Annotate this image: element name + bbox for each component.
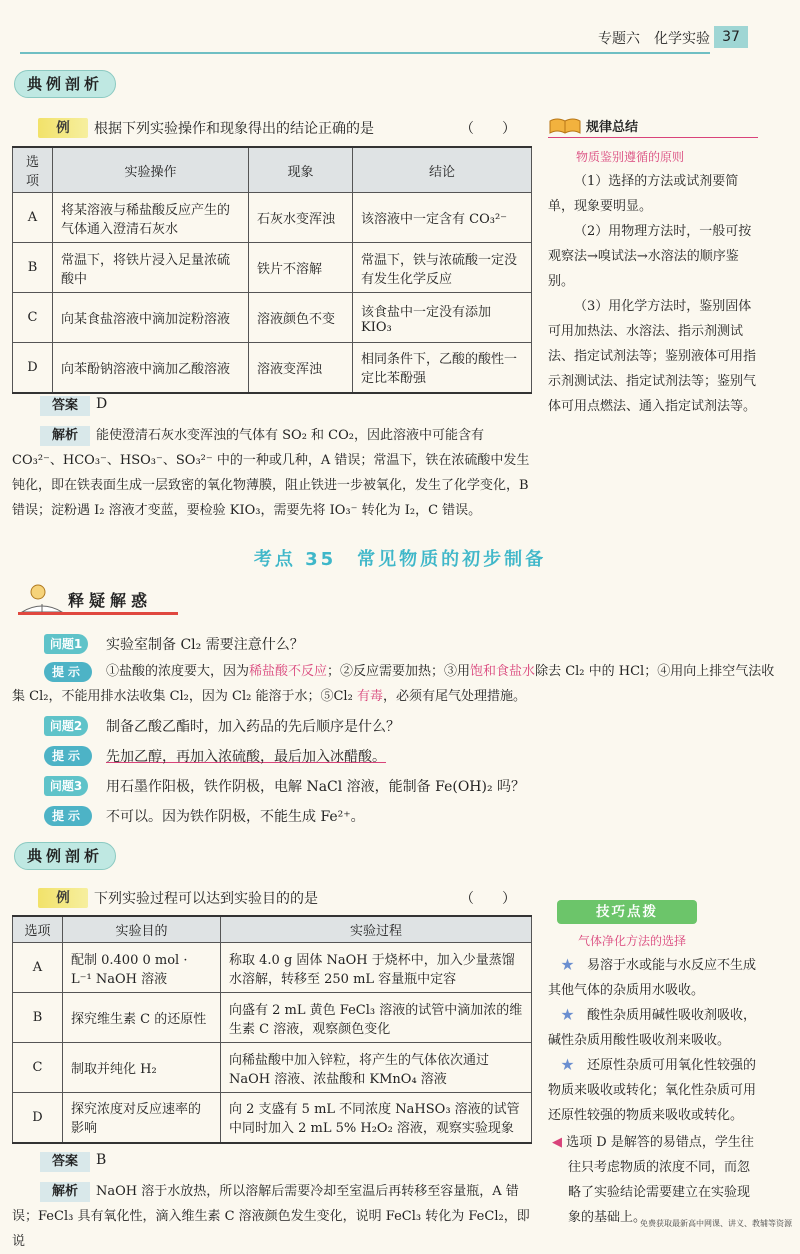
table-header: 现象 <box>249 147 353 193</box>
table-row <box>13 193 532 243</box>
table-header: 选项 <box>13 916 63 943</box>
table-header: 实验目的 <box>63 916 221 943</box>
table-cell: 该食盐中一定没有添加 KIO₃ <box>353 293 532 343</box>
table-header: 结论 <box>353 147 532 193</box>
header-rule <box>20 52 710 54</box>
table-row <box>13 243 532 293</box>
sidebar-subtitle: 物质鉴别遵循的原则 <box>576 150 685 164</box>
hint-tag: 提示 <box>44 806 92 826</box>
badge-underline <box>18 612 178 615</box>
table-cell: 向某食盐溶液中滴加淀粉溶液 <box>53 293 249 343</box>
answer-paren: （ ） <box>460 891 516 907</box>
hint-text-3: 不可以。因为铁作阴极，不能生成 Fe²⁺。 <box>106 809 365 825</box>
example-tag: 例 <box>38 118 88 138</box>
tips-sidebar-1 <box>548 116 758 419</box>
table-cell: 石灰水变浑浊 <box>249 193 353 243</box>
sidebar-note: ◀ 选项 D 是解答的易错点，学生往往只考虑物质的浓度不同，而忽略了实验结论需要建立在实验现象的基础上。 <box>552 1135 754 1225</box>
sidebar-subtitle: 气体净化方法的选择 <box>578 934 687 948</box>
answer-paren: （ ） <box>460 121 516 137</box>
question-text: 实验室制备 Cl₂ 需要注意什么？ <box>106 637 304 653</box>
table-cell: 探究浓度对反应速率的影响 <box>63 1093 221 1143</box>
table-cell: C <box>13 293 53 343</box>
sidebar-title: 规律总结 <box>586 120 639 135</box>
chapter-title: 专题六 化学实验 <box>598 31 710 47</box>
sidebar-para: （2）用物理方法时，一般可按观察法→嗅试法→水溶法的顺序鉴别。 <box>548 224 752 289</box>
table-row <box>13 343 532 393</box>
table-header: 实验过程 <box>221 916 532 943</box>
table-cell: D <box>13 1093 63 1143</box>
table-cell: 配制 0.400 0 mol · L⁻¹ NaOH 溶液 <box>63 943 221 993</box>
sidebar-para: ★ 酸性杂质用碱性吸收剂吸收，碱性杂质用酸性吸收剂来吸收。 <box>548 1008 757 1048</box>
analysis-tag: 解析 <box>40 426 90 446</box>
table-row <box>13 993 532 1043</box>
table-cell: 向稀盐酸中加入锌粒，将产生的气体依次通过 NaOH 溶液、浓盐酸和 KMnO₄ 溶液 <box>221 1043 532 1093</box>
section-badge-label: 释疑解惑 <box>68 591 153 610</box>
table-cell: 向苯酚钠溶液中滴加乙酸溶液 <box>53 343 249 393</box>
tips-sidebar-2 <box>548 932 762 1230</box>
table-cell: 常温下，铁与浓硫酸一定没有发生化学反应 <box>353 243 532 293</box>
star-icon: ★ <box>548 1058 588 1073</box>
table-row <box>13 943 532 993</box>
table-cell: 制取并纯化 H₂ <box>63 1043 221 1093</box>
example-question: 下列实验过程可以达到实验目的的是 <box>94 891 318 907</box>
table-cell: A <box>13 943 63 993</box>
table-cell: 常温下，将铁片浸入足量浓硫酸中 <box>53 243 249 293</box>
table-cell: C <box>13 1043 63 1093</box>
table-header: 实验操作 <box>53 147 249 193</box>
table-cell: B <box>13 993 63 1043</box>
table-cell: 向 2 支盛有 5 mL 不同浓度 NaHSO₃ 溶液的试管中同时加入 2 mL 5% H₂O₂ 溶液，观察实验现象 <box>221 1093 532 1143</box>
footer-note: 免费获取最新高中网课、讲义、教辅等资源 <box>640 1219 792 1228</box>
sidebar-para: （3）用化学方法时，鉴别固体可用加热法、水溶法、指示剂测试法、指定试剂法等；鉴别液体可用指示剂测试法、指定试剂法等；鉴别气体可用点燃法、通入指定试剂法等。 <box>548 299 757 414</box>
book-icon <box>548 117 582 135</box>
experiment-table-2 <box>12 915 532 1144</box>
table-cell: 溶液变浑浊 <box>249 343 353 393</box>
answer-tag: 答案 <box>40 1152 90 1172</box>
question-tag: 问题2 <box>44 716 88 736</box>
table-cell: B <box>13 243 53 293</box>
sidebar-header <box>548 116 758 138</box>
analysis-text: 能使澄清石灰水变浑浊的气体有 SO₂ 和 CO₂，因此溶液中可能含有 CO₃²⁻、HCO₃⁻、HSO₃⁻、SO₃²⁻ 中的一种或几种，A 错误；常温下，铁在浓硫酸中发生钝化，即在铁表面生成一层致密的氧化物薄膜，阻止铁进一步被氧化，发生了化学变化，B 错误；淀粉遇 I₂ 溶液才变蓝，要检验 KIO₃，需要先将 IO₃⁻ 转化为 I₂，C 错误。 <box>12 428 530 518</box>
star-icon: ★ <box>548 1008 588 1023</box>
question-tag: 问题3 <box>44 776 88 796</box>
table-cell: 向盛有 2 mL 黄色 FeCl₃ 溶液的试管中滴加浓的维生素 C 溶液，观察颜色变化 <box>221 993 532 1043</box>
table-row <box>13 1093 532 1143</box>
experiment-table-1 <box>12 146 532 394</box>
sidebar-para: ★ 还原性杂质可用氧化性较强的物质来吸收或转化；氧化性杂质可用还原性较强的物质来吸收或转化。 <box>548 1058 757 1123</box>
analysis-text: NaOH 溶于水放热，所以溶解后需要冷却至室温后再转移至容量瓶，A 错误；FeCl₃ 具有氧化性，滴入维生素 C 溶液颜色发生变化，说明 FeCl₃ 转化为 FeCl₂，即说 <box>12 1184 530 1249</box>
table-row <box>13 1043 532 1093</box>
example-tag: 例 <box>38 888 88 908</box>
answer-value: D <box>96 396 108 412</box>
section-badge-examples: 典例剖析 <box>14 842 116 870</box>
table-row <box>13 293 532 343</box>
table-cell: A <box>13 193 53 243</box>
hint-tag: 提示 <box>44 662 92 682</box>
triangle-icon: ◀ <box>552 1135 567 1150</box>
star-icon: ★ <box>548 958 588 973</box>
table-cell: 将某溶液与稀盐酸反应产生的气体通入澄清石灰水 <box>53 193 249 243</box>
sidebar-para: ★ 易溶于水或能与水反应不生成其他气体的杂质用水吸收。 <box>548 958 757 998</box>
sidebar-title: 技巧点拨 <box>557 900 697 924</box>
example-question: 根据下列实验操作和现象得出的结论正确的是 <box>94 121 374 137</box>
table-cell: D <box>13 343 53 393</box>
hint-tag: 提示 <box>44 746 92 766</box>
answer-value: B <box>96 1152 107 1168</box>
table-cell: 溶液颜色不变 <box>249 293 353 343</box>
section-badge-examples: 典例剖析 <box>14 70 116 98</box>
table-cell: 称取 4.0 g 固体 NaOH 于烧杯中，加入少量蒸馏水溶解，转移至 250 mL 容量瓶中定容 <box>221 943 532 993</box>
table-cell: 铁片不溶解 <box>249 243 353 293</box>
answer-tag: 答案 <box>40 396 90 416</box>
table-cell: 该溶液中一定含有 CO₃²⁻ <box>353 193 532 243</box>
question-text: 制备乙酸乙酯时，加入药品的先后顺序是什么？ <box>106 719 400 735</box>
question-tag: 问题1 <box>44 634 88 654</box>
hint-text-1: ①盐酸的浓度要大，因为稀盐酸不反应；②反应需要加热；③用饱和食盐水除去 Cl₂ 中的 HCl；④用向上排空气法收集 Cl₂，不能用排水法收集 Cl₂，因为 Cl₂ 能溶于水；⑤Cl₂ 有毒，必须有尾气处理措施。 <box>12 664 775 704</box>
section-badge-qa <box>12 580 182 616</box>
page-number: 37 <box>714 26 748 48</box>
table-cell: 相同条件下，乙酸的酸性一定比苯酚强 <box>353 343 532 393</box>
topic-title: 考点 35 常见物质的初步制备 <box>253 549 547 570</box>
table-header: 选项 <box>13 147 53 193</box>
sidebar-para: （1）选择的方法或试剂要简单，现象要明显。 <box>548 174 739 214</box>
analysis-tag: 解析 <box>40 1182 90 1202</box>
table-cell: 探究维生素 C 的还原性 <box>63 993 221 1043</box>
question-text: 用石墨作阳极，铁作阴极，电解 NaCl 溶液，能制备 Fe(OH)₂ 吗？ <box>106 779 526 795</box>
hint-text-2: 先加乙醇，再加入浓硫酸，最后加入冰醋酸。 <box>106 749 386 765</box>
